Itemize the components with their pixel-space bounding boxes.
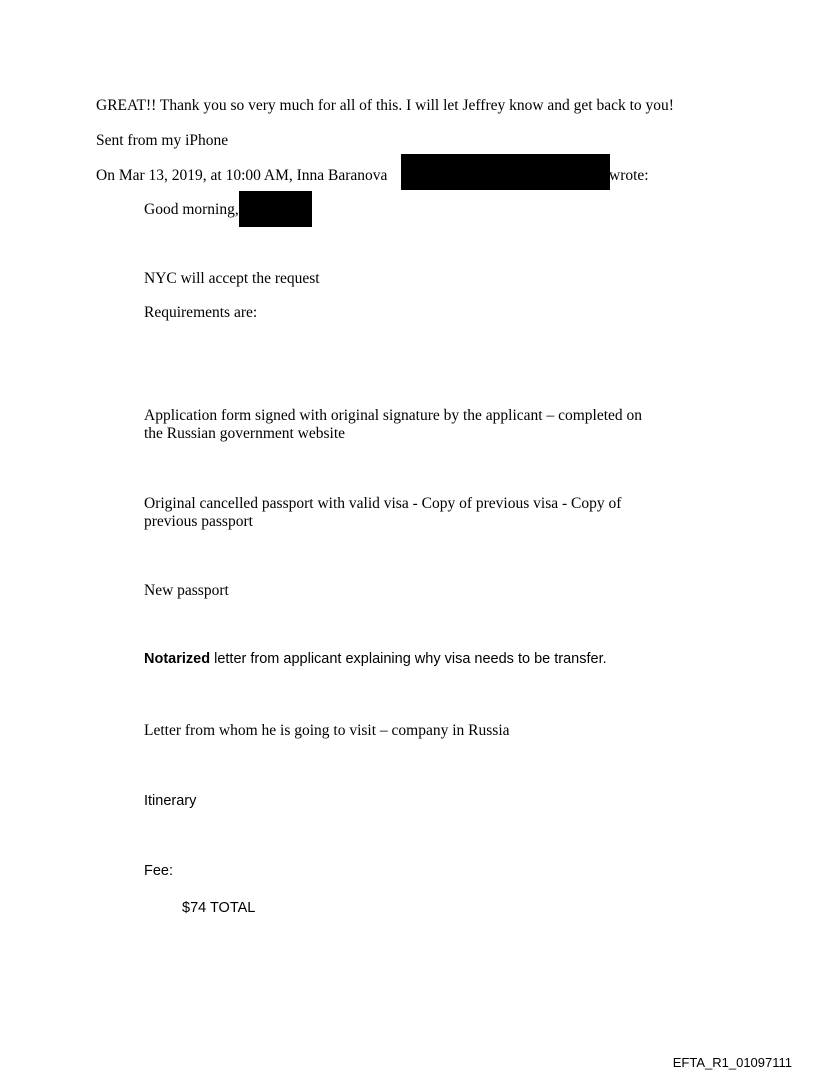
requirement-application-form: Application form signed with original signature by the applicant – completed on the Russian government website (144, 407, 643, 442)
notarized-letter-text: letter from applicant explaining why visa needs to be transfer. (210, 651, 607, 667)
intro-line: NYC will accept the request (144, 270, 320, 287)
requirement-new-passport: New passport (144, 582, 229, 599)
email-signature: Sent from my iPhone (96, 132, 229, 149)
notarized-emphasis: Notarized (144, 651, 211, 667)
greeting: Good morning, (144, 201, 239, 218)
fee-label: Fee: (144, 863, 174, 879)
quote-attribution: On Mar 13, 2019, at 10:00 AM, Inna Baranova (96, 167, 388, 184)
redacted-name (239, 191, 312, 227)
fee-amount: $74 TOTAL (182, 900, 256, 916)
redacted-email-address (401, 154, 610, 190)
requirement-original-passport: Original cancelled passport with valid visa - Copy of previous visa - Copy of previous passport (144, 495, 622, 530)
requirement-invitation-letter: Letter from whom he is going to visit – company in Russia (144, 722, 510, 739)
quote-attribution-wrote: wrote: (609, 167, 649, 184)
email-reply-message: GREAT!! Thank you so very much for all of this. I will let Jeffrey know and get back to you! (96, 97, 674, 114)
requirement-notarized-letter (144, 650, 607, 668)
document-id: EFTA_R1_01097111 (672, 1055, 792, 1070)
requirement-itinerary: Itinerary (144, 793, 197, 809)
requirements-heading: Requirements are: (144, 304, 258, 321)
